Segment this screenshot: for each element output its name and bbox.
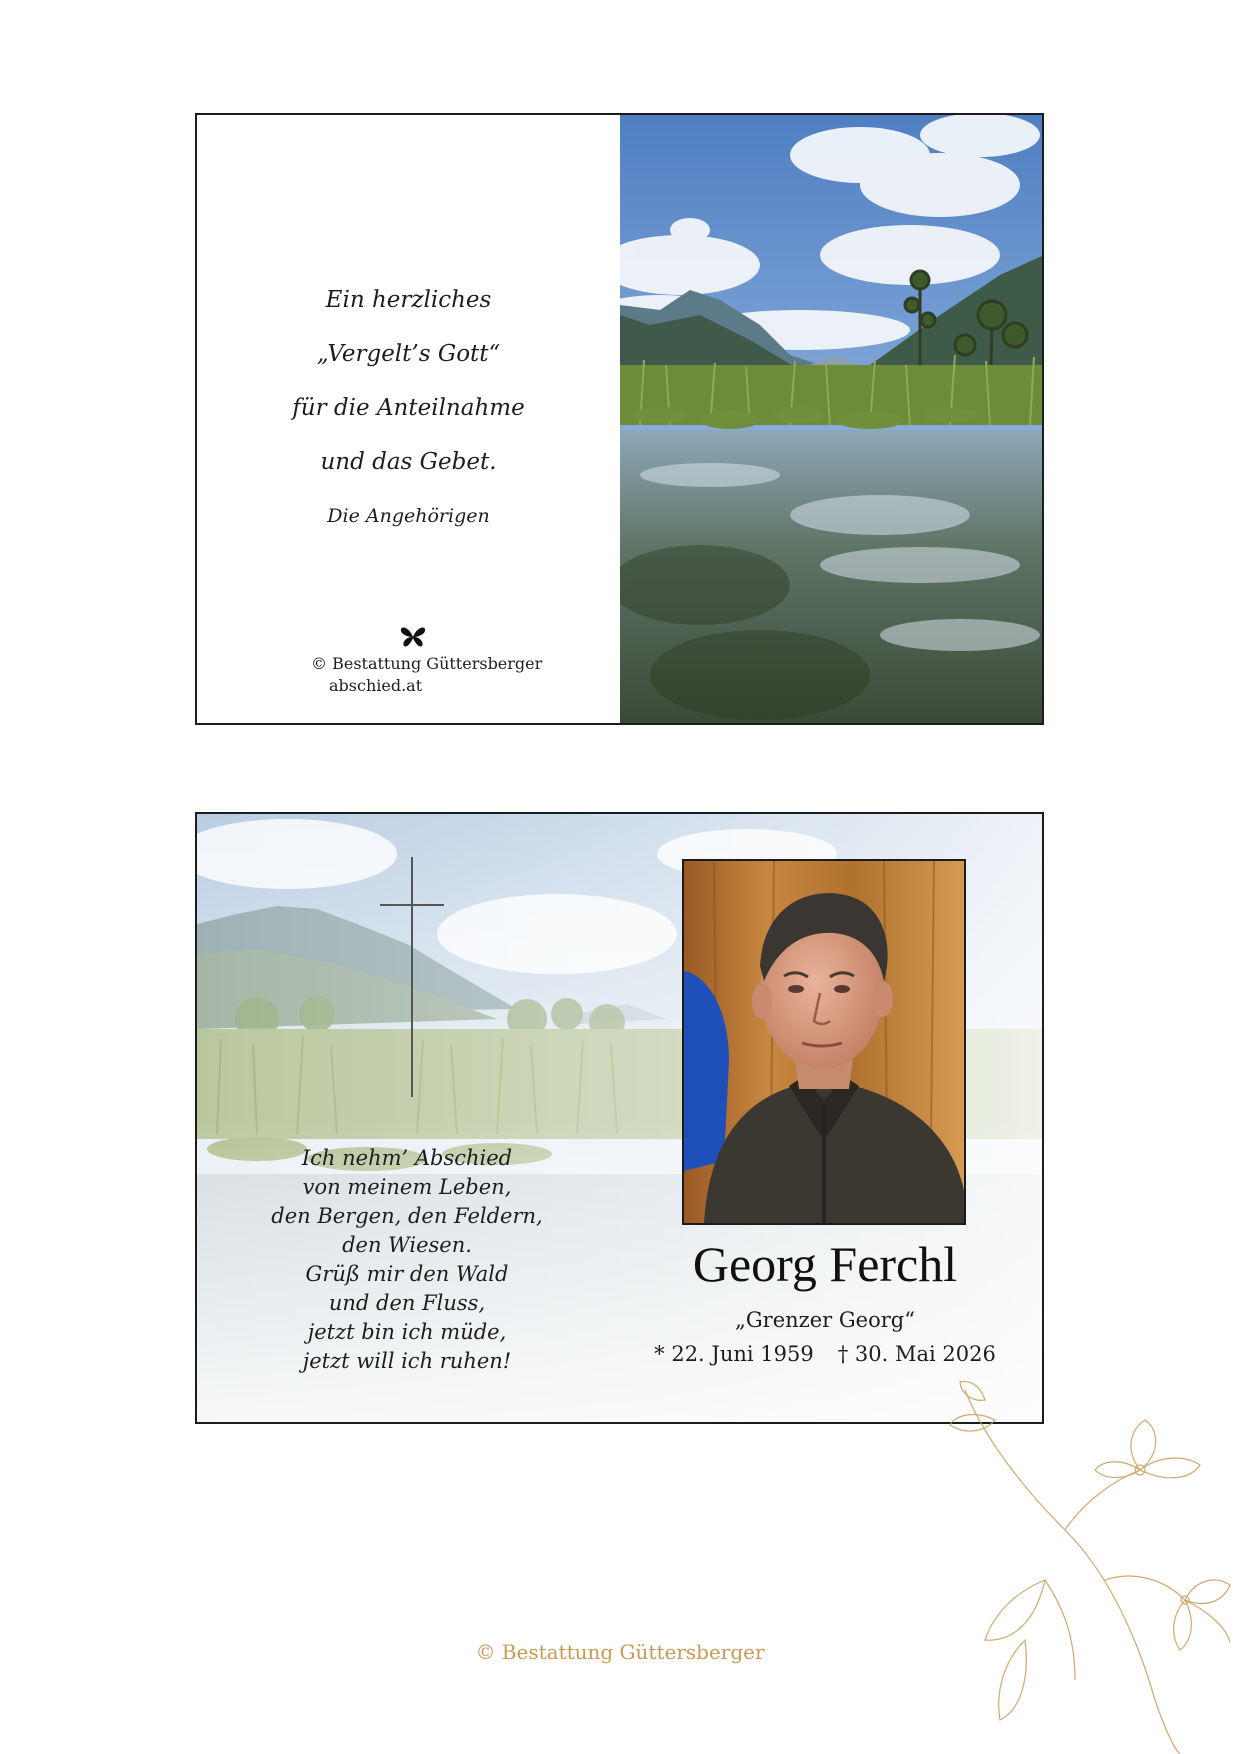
deceased-nickname: „Grenzer Georg“ — [735, 1308, 915, 1332]
poem-line: jetzt will ich ruhen! — [302, 1349, 512, 1373]
thanks-line-2: „Vergelt’s Gott“ — [316, 341, 501, 367]
butterfly-icon — [400, 626, 426, 648]
poem-line: Grüß mir den Wald — [305, 1262, 509, 1286]
poem-line: und den Fluss, — [328, 1291, 486, 1315]
poem-line: jetzt bin ich müde, — [307, 1320, 507, 1344]
funeral-home-credit — [311, 653, 542, 697]
poem-line: von meinem Leben, — [302, 1175, 512, 1199]
floral-line-art-decoration — [925, 1380, 1240, 1754]
poem-line: den Bergen, den Feldern, — [271, 1204, 543, 1228]
poem-line: Ich nehm’ Abschied — [301, 1146, 513, 1170]
footer-credit: © Bestattung Güttersberger — [475, 1640, 765, 1664]
mountain-lake-photo — [620, 115, 1044, 723]
memorial-card — [195, 812, 1044, 1424]
thanks-line-4: und das Gebet. — [320, 449, 497, 475]
portrait-photo — [682, 859, 966, 1225]
thanks-line-3: für die Anteilnahme — [292, 395, 525, 421]
thanks-line-1: Ein herzliches — [325, 287, 492, 313]
signed-by: Die Angehörigen — [327, 505, 490, 527]
thank-you-card — [195, 113, 1044, 725]
thank-you-text-panel — [197, 115, 620, 723]
credit-website: abschied.at — [329, 676, 423, 695]
birth-date: * 22. Juni 1959 — [654, 1342, 814, 1366]
deceased-name: Georg Ferchl — [692, 1236, 958, 1292]
death-date: † 30. Mai 2026 — [837, 1342, 996, 1366]
life-dates — [613, 1342, 1037, 1366]
farewell-poem — [247, 1144, 567, 1376]
credit-line-1: © Bestattung Güttersberger — [311, 654, 543, 673]
cross-icon — [380, 857, 444, 1097]
poem-line: den Wiesen. — [342, 1233, 472, 1257]
